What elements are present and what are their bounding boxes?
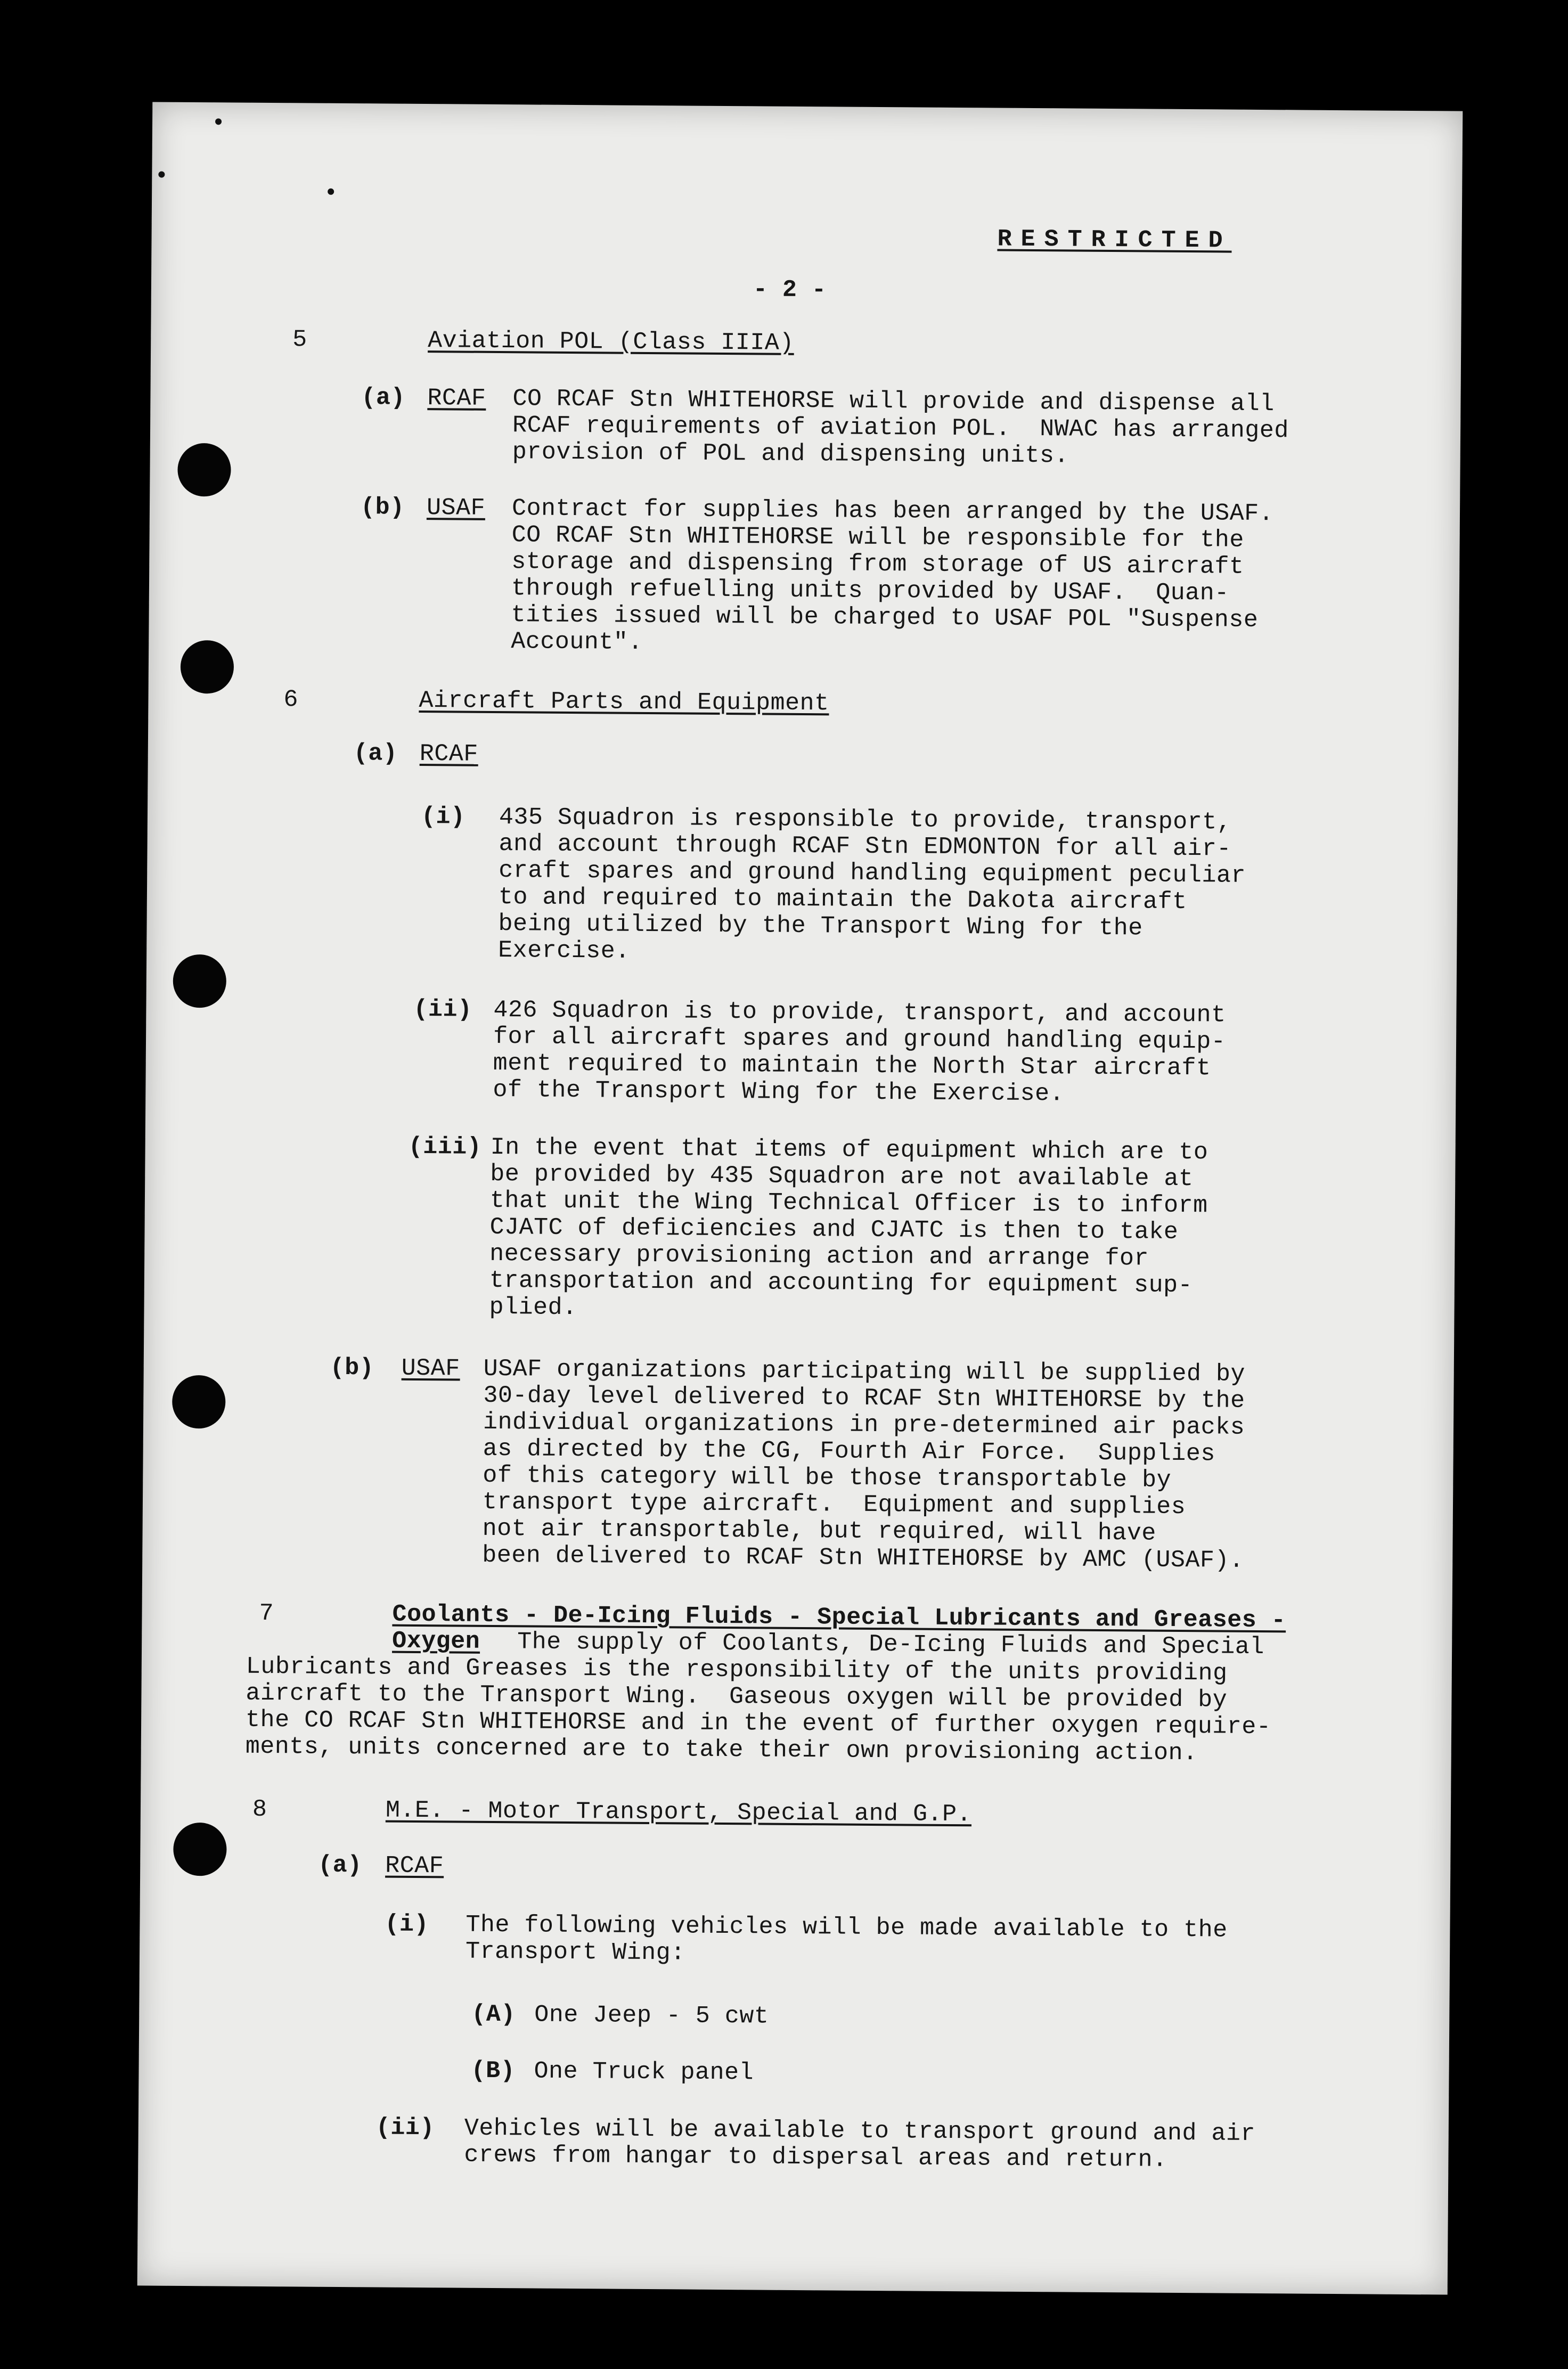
paragraph-line: USAF organizations participating will be supplied by [483, 1355, 1246, 1388]
section-number: 6 [283, 686, 299, 714]
paragraph-line: necessary provisioning action and arrange for [489, 1240, 1149, 1272]
paragraph-line: plied. [489, 1293, 577, 1322]
paragraph-line: been delivered to RCAF Stn WHITEHORSE by AMC (USAF). [482, 1541, 1244, 1574]
paragraph-line: through refuelling units provided by USAF. Quan- [511, 575, 1229, 607]
paragraph-line: The supply of Coolants, De-Icing Fluids and Special [487, 1628, 1265, 1661]
punch-hole [172, 1375, 226, 1429]
para-label: USAF [426, 494, 486, 522]
subpara-marker: (i) [421, 803, 466, 831]
paragraph-line: CO RCAF Stn WHITEHORSE will be responsible for the [511, 521, 1245, 554]
para-marker: (a) [353, 740, 398, 767]
para-marker: (a) [361, 384, 406, 412]
item-text: One Jeep - 5 cwt [534, 2001, 769, 2030]
paragraph-line: the CO RCAF Stn WHITEHORSE and in the event of further oxygen require- [245, 1706, 1271, 1741]
paragraph-line: The following vehicles will be made available to the [466, 1911, 1228, 1944]
paragraph-line: transportation and accounting for equipment sup- [489, 1267, 1193, 1300]
document-page [137, 102, 1463, 2294]
paragraph-line: storage and dispensing from storage of US aircraft [511, 548, 1244, 581]
paragraph-line: Vehicles will be available to transport ground and air [464, 2114, 1256, 2148]
punch-hole [173, 1823, 227, 1876]
paragraph-line: 435 Squadron is responsible to provide, transport, [499, 804, 1232, 836]
paragraph-line: for all aircraft spares and ground handling equip- [493, 1023, 1226, 1056]
paragraph-line: be provided by 435 Squadron are not available at [490, 1160, 1194, 1193]
paragraph-line: not air transportable, but required, will have [482, 1515, 1157, 1547]
subpara-marker: (i) [385, 1910, 429, 1939]
para-label: RCAF [427, 385, 486, 412]
punch-hole [181, 640, 234, 694]
paragraph-line: aircraft to the Transport Wing. Gaseous oxygen will be provided by [246, 1679, 1228, 1714]
section-title: M.E. - Motor Transport, Special and G.P. [385, 1796, 972, 1828]
ink-speck [215, 118, 222, 125]
paragraph-line: that unit the Wing Technical Officer is to inform [489, 1187, 1208, 1220]
paragraph-line: ment required to maintain the North Star aircraft [493, 1049, 1211, 1082]
paragraph-line: Account". [511, 628, 643, 656]
paragraph-line: 30-day level delivered to RCAF Stn WHITEHORSE by the [483, 1382, 1245, 1415]
page-number: - 2 - [753, 276, 827, 304]
para-marker: (b) [360, 494, 405, 521]
paragraph-line: CJATC of deficiencies and CJATC is then to take [489, 1213, 1179, 1246]
paragraph-line: Transport Wing: [465, 1938, 685, 1967]
section-title: Aviation POL (Class IIIA) [428, 327, 795, 357]
section-number: 8 [252, 1795, 267, 1824]
paragraph-line: Lubricants and Greases is the responsibility of the units providing [246, 1653, 1228, 1687]
paragraph-line: craft spares and ground handling equipment peculiar [499, 857, 1246, 889]
item-marker: (B) [471, 2057, 516, 2085]
classification-marking: RESTRICTED [997, 225, 1232, 255]
paragraph-line: and account through RCAF Stn EDMONTON for all air- [499, 830, 1232, 863]
paragraph-line: RCAF requirements of aviation POL. NWAC has arranged [512, 412, 1289, 445]
paragraph-line: tities issued will be charged to USAF POL "Suspense [511, 601, 1259, 634]
paragraph-line: of the Transport Wing for the Exercise. [493, 1076, 1065, 1108]
punch-hole [177, 443, 231, 497]
ink-speck [158, 171, 165, 178]
ink-speck [328, 189, 334, 195]
paragraph-line: In the event that items of equipment which are to [490, 1133, 1208, 1166]
paragraph-line: Exercise. [498, 937, 630, 965]
section-title: Oxygen [392, 1627, 480, 1655]
subpara-marker: (ii) [413, 995, 472, 1024]
paragraph-line: 426 Squadron is to provide, transport, and account [493, 996, 1226, 1029]
para-label: RCAF [419, 740, 479, 768]
paragraph-line: transport type aircraft. Equipment and supplies [482, 1488, 1186, 1521]
section-number: 5 [292, 326, 307, 354]
paragraph-line: Contract for supplies has been arranged by the USAF. [511, 495, 1274, 528]
paragraph-line: provision of POL and dispensing units. [512, 438, 1069, 470]
subpara-marker: (ii) [375, 2114, 435, 2142]
paragraph-line: ments, units concerned are to take their own provisioning action. [245, 1733, 1198, 1767]
para-marker: (b) [330, 1354, 374, 1382]
punch-hole [173, 954, 226, 1008]
section-number: 7 [259, 1599, 274, 1628]
paragraph-line: being utilized by the Transport Wing for the [498, 910, 1143, 942]
paragraph-line: crews from hangar to dispersal areas and return. [464, 2141, 1167, 2174]
para-marker: (a) [318, 1851, 362, 1880]
section-title: Coolants - De-Icing Fluids - Special Lubricants and Greases - [392, 1600, 1286, 1635]
paragraph-line: as directed by the CG, Fourth Air Force. Supplies [483, 1435, 1216, 1468]
section-title: Aircraft Parts and Equipment [419, 687, 829, 717]
paragraph-line: individual organizations in pre-determined air packs [483, 1408, 1245, 1441]
paragraph-line: of this category will be those transportable by [483, 1461, 1172, 1494]
item-text: One Truck panel [534, 2057, 754, 2087]
paragraph-line: CO RCAF Stn WHITEHORSE will provide and dispense all [512, 385, 1275, 418]
subpara-marker: (iii) [408, 1133, 482, 1161]
para-label: USAF [401, 1354, 460, 1383]
item-marker: (A) [471, 2000, 516, 2029]
para-label: RCAF [385, 1852, 444, 1880]
paragraph-line: to and required to maintain the Dakota aircraft [498, 884, 1187, 916]
